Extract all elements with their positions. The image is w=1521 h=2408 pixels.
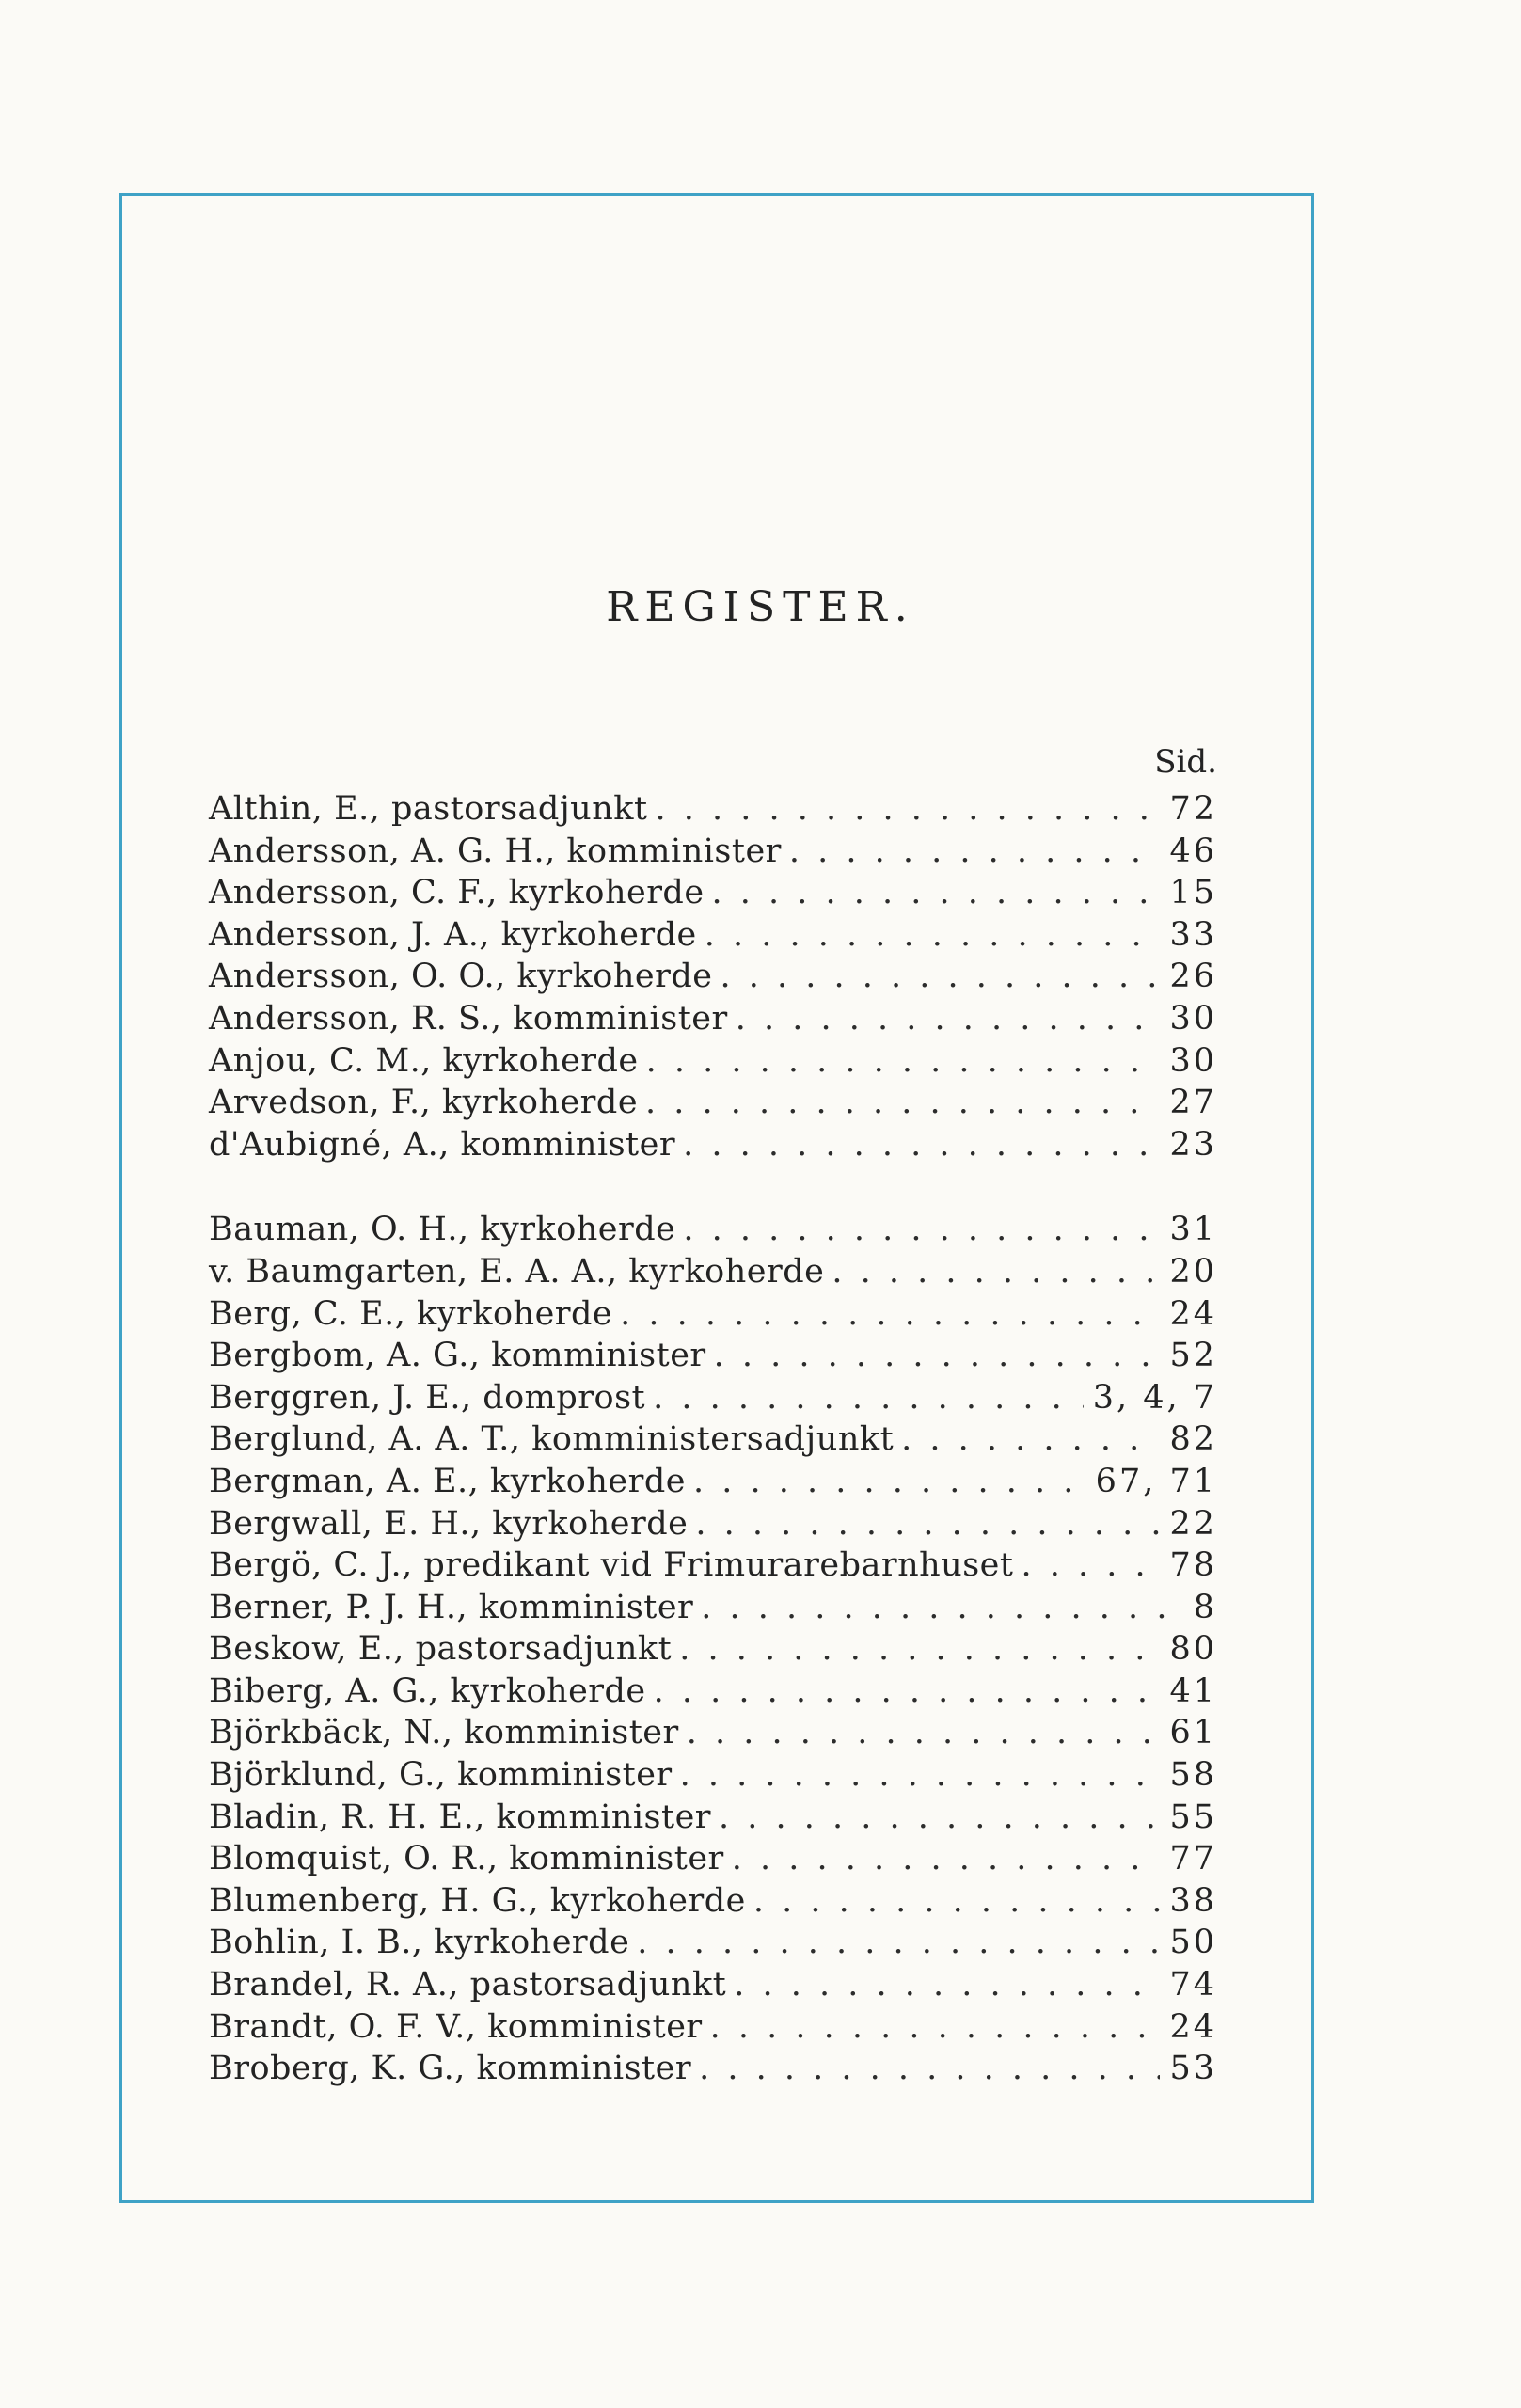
- entry-page-number: 30: [1169, 999, 1217, 1038]
- entry-page-number: 77: [1169, 1840, 1217, 1878]
- entry-page-number: 23: [1169, 1125, 1217, 1164]
- dot-leader: [894, 1418, 1160, 1461]
- register-entry: [209, 1293, 1217, 1336]
- entry-page-number: 41: [1169, 1671, 1217, 1710]
- entry-page-number: 52: [1169, 1337, 1217, 1375]
- entry-name: Berglund, A. A. T., komministersadjunkt: [209, 1420, 895, 1459]
- entry-page-number: 82: [1169, 1420, 1217, 1459]
- register-entry: [209, 1712, 1217, 1754]
- entry-page-number: 74: [1169, 1966, 1217, 2004]
- entry-page-number: 38: [1169, 1881, 1217, 1920]
- register-entry: [209, 1461, 1217, 1503]
- entry-page-number: 58: [1169, 1756, 1217, 1795]
- entry-name: v. Baumgarten, E. A. A., kyrkoherde: [209, 1252, 825, 1291]
- entry-name: Andersson, O. O., kyrkoherde: [209, 958, 713, 996]
- entry-name: Andersson, C. F., kyrkoherde: [209, 874, 705, 912]
- page-title: REGISTER.: [606, 583, 915, 631]
- dot-leader: [703, 2006, 1161, 2049]
- entry-page-number: 31: [1169, 1211, 1217, 1249]
- entry-name: Althin, E., pastorsadjunkt: [209, 790, 648, 828]
- entry-name: Anjou, C. M., kyrkoherde: [209, 1041, 639, 1080]
- dot-leader: [646, 1671, 1161, 1713]
- register-entry: [209, 1587, 1217, 1629]
- dot-leader: [638, 1082, 1160, 1124]
- register-entry: [209, 1545, 1217, 1587]
- dot-leader: [824, 1251, 1160, 1293]
- entry-page-number: 55: [1169, 1798, 1217, 1836]
- entry-name: Bergö, C. J., predikant vid Frimurarebarnhuset: [209, 1546, 1014, 1585]
- dot-leader: [612, 1293, 1160, 1336]
- register-entry: [209, 788, 1217, 831]
- register-entry: [209, 1671, 1217, 1713]
- page-column-label: Sid.: [1154, 743, 1217, 781]
- dot-leader: [728, 998, 1161, 1040]
- dot-leader: [712, 956, 1160, 998]
- register-entry: [209, 956, 1217, 998]
- dot-leader: [782, 831, 1161, 873]
- entry-name: Arvedson, F., kyrkoherde: [209, 1084, 639, 1122]
- entry-page-number: 22: [1169, 1504, 1217, 1543]
- entry-name: Brandel, R. A., pastorsadjunkt: [209, 1966, 727, 2004]
- dot-leader: [675, 1209, 1160, 1251]
- register-entry: [209, 1797, 1217, 1839]
- dot-leader: [686, 1461, 1086, 1503]
- entry-page-number: 8: [1193, 1588, 1217, 1626]
- entry-page-number: 24: [1169, 2007, 1217, 2046]
- entry-name: Bladin, R. H. E., komminister: [209, 1798, 712, 1836]
- register-entry: [209, 1922, 1217, 1964]
- entry-name: Berner, P. J. H., komminister: [209, 1588, 694, 1626]
- register-entry: [209, 1628, 1217, 1671]
- register-entry: [209, 998, 1217, 1040]
- dot-leader: [724, 1838, 1161, 1880]
- dot-leader: [675, 1124, 1160, 1166]
- entry-name: Bauman, O. H., kyrkoherde: [209, 1211, 676, 1249]
- dot-leader: [697, 914, 1161, 957]
- entry-page-number: 30: [1169, 1041, 1217, 1080]
- dot-leader: [746, 1880, 1161, 1923]
- dot-leader: [706, 1335, 1161, 1377]
- register-entry: [209, 1335, 1217, 1377]
- entry-name: Björklund, G., komminister: [209, 1756, 673, 1795]
- dot-leader: [1013, 1545, 1160, 1587]
- entry-page-number: 33: [1169, 915, 1217, 954]
- register-entry: [209, 914, 1217, 957]
- register-entry: [209, 2048, 1217, 2090]
- entry-name: Beskow, E., pastorsadjunkt: [209, 1630, 673, 1669]
- entry-name: Björkbäck, N., komminister: [209, 1714, 679, 1752]
- entry-name: Blomquist, O. R., komminister: [209, 1840, 724, 1878]
- register-list: [209, 788, 1217, 2090]
- entry-page-number: 67, 71: [1095, 1462, 1217, 1500]
- entry-page-number: 26: [1169, 958, 1217, 996]
- register-entry: [209, 2006, 1217, 2049]
- entry-name: Blumenberg, H. G., kyrkoherde: [209, 1881, 746, 1920]
- entry-name: Berg, C. E., kyrkoherde: [209, 1294, 613, 1333]
- dot-leader: [645, 1377, 1084, 1419]
- entry-name: Broberg, K. G., komminister: [209, 2050, 692, 2088]
- register-entry: [209, 1377, 1217, 1419]
- register-entry: [209, 1838, 1217, 1880]
- entry-page-number: 80: [1169, 1630, 1217, 1669]
- entry-name: Andersson, A. G. H., komminister: [209, 832, 782, 870]
- dot-leader: [629, 1922, 1160, 1964]
- entry-name: Berggren, J. E., domprost: [209, 1378, 646, 1417]
- entry-page-number: 3, 4, 7: [1092, 1378, 1217, 1417]
- register-entry: [209, 872, 1217, 914]
- register-entry: [209, 1040, 1217, 1083]
- register-entry: [209, 1124, 1217, 1166]
- dot-leader: [639, 1040, 1161, 1083]
- entry-page-number: 50: [1169, 1924, 1217, 1962]
- entry-page-number: 24: [1169, 1294, 1217, 1333]
- register-entry: [209, 1418, 1217, 1461]
- entry-name: Andersson, R. S., komminister: [209, 999, 728, 1038]
- entry-name: Bohlin, I. B., kyrkoherde: [209, 1924, 630, 1962]
- register-entry: [209, 831, 1217, 873]
- entry-page-number: 72: [1169, 790, 1217, 828]
- dot-leader: [672, 1628, 1160, 1671]
- register-entry: [209, 1880, 1217, 1923]
- dot-leader: [705, 872, 1161, 914]
- entry-name: Bergman, A. E., kyrkoherde: [209, 1462, 686, 1500]
- entry-page-number: 61: [1169, 1714, 1217, 1752]
- register-entry: [209, 1082, 1217, 1124]
- entry-name: d'Aubigné, A., komminister: [209, 1125, 676, 1164]
- entry-name: Brandt, O. F. V., komminister: [209, 2007, 703, 2046]
- register-entry: [209, 1209, 1217, 1251]
- dot-leader: [691, 2048, 1160, 2090]
- entry-page-number: 53: [1169, 2050, 1217, 2088]
- dot-leader: [688, 1503, 1160, 1545]
- register-entry: [209, 1503, 1217, 1545]
- dot-leader: [693, 1587, 1183, 1629]
- entry-page-number: 78: [1169, 1546, 1217, 1585]
- dot-leader: [648, 788, 1161, 831]
- entry-page-number: 15: [1169, 874, 1217, 912]
- register-entry: [209, 1251, 1217, 1293]
- entry-name: Andersson, J. A., kyrkoherde: [209, 915, 697, 954]
- entry-page-number: 46: [1169, 832, 1217, 870]
- entry-page-number: 20: [1169, 1252, 1217, 1291]
- dot-leader: [679, 1712, 1161, 1754]
- dot-leader: [673, 1754, 1161, 1797]
- register-entry: [209, 1964, 1217, 2006]
- register-entry: [209, 1754, 1217, 1797]
- entry-name: Bergbom, A. G., komminister: [209, 1337, 706, 1375]
- entry-name: Bergwall, E. H., kyrkoherde: [209, 1504, 689, 1543]
- entry-name: Biberg, A. G., kyrkoherde: [209, 1671, 646, 1710]
- dot-leader: [711, 1797, 1160, 1839]
- dot-leader: [726, 1964, 1160, 2006]
- entry-page-number: 27: [1169, 1084, 1217, 1122]
